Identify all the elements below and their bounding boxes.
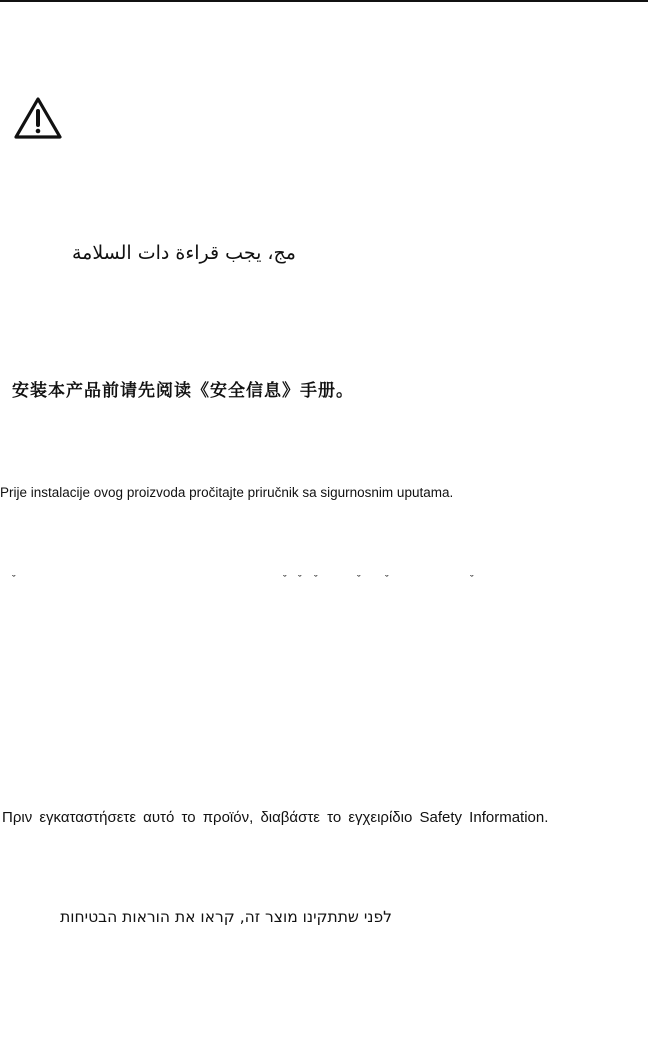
arabic-safety-notice: مج، يجب قراءة دات السلامة xyxy=(71,242,296,264)
croatian-safety-notice: Prije instalacije ovog proizvoda pročitajte priručnik sa sigurnosnim uputama. xyxy=(0,485,454,500)
chinese-safety-notice: 安装本产品前请先阅读《安全信息》手册。 xyxy=(12,381,354,401)
greek-safety-notice: Πριν εγκαταστήσετε αυτό το προϊόν, διαβάστε το εγχειρίδιο Safety Information. xyxy=(2,809,549,826)
top-rule xyxy=(0,0,648,2)
missing-text-marks xyxy=(0,575,648,589)
hebrew-safety-notice: לפני שתתקינו מוצר זה, קראו את הוראות הבטיחות xyxy=(60,908,392,926)
breve-mark: ˇ xyxy=(470,574,474,586)
breve-mark: ˇ xyxy=(298,574,302,586)
breve-mark: ˇ xyxy=(12,574,16,586)
breve-mark: ˇ xyxy=(314,574,318,586)
breve-mark: ˇ xyxy=(357,574,361,586)
breve-mark: ˇ xyxy=(385,574,389,586)
warning-triangle-icon xyxy=(12,95,64,141)
breve-mark: ˇ xyxy=(283,574,287,586)
